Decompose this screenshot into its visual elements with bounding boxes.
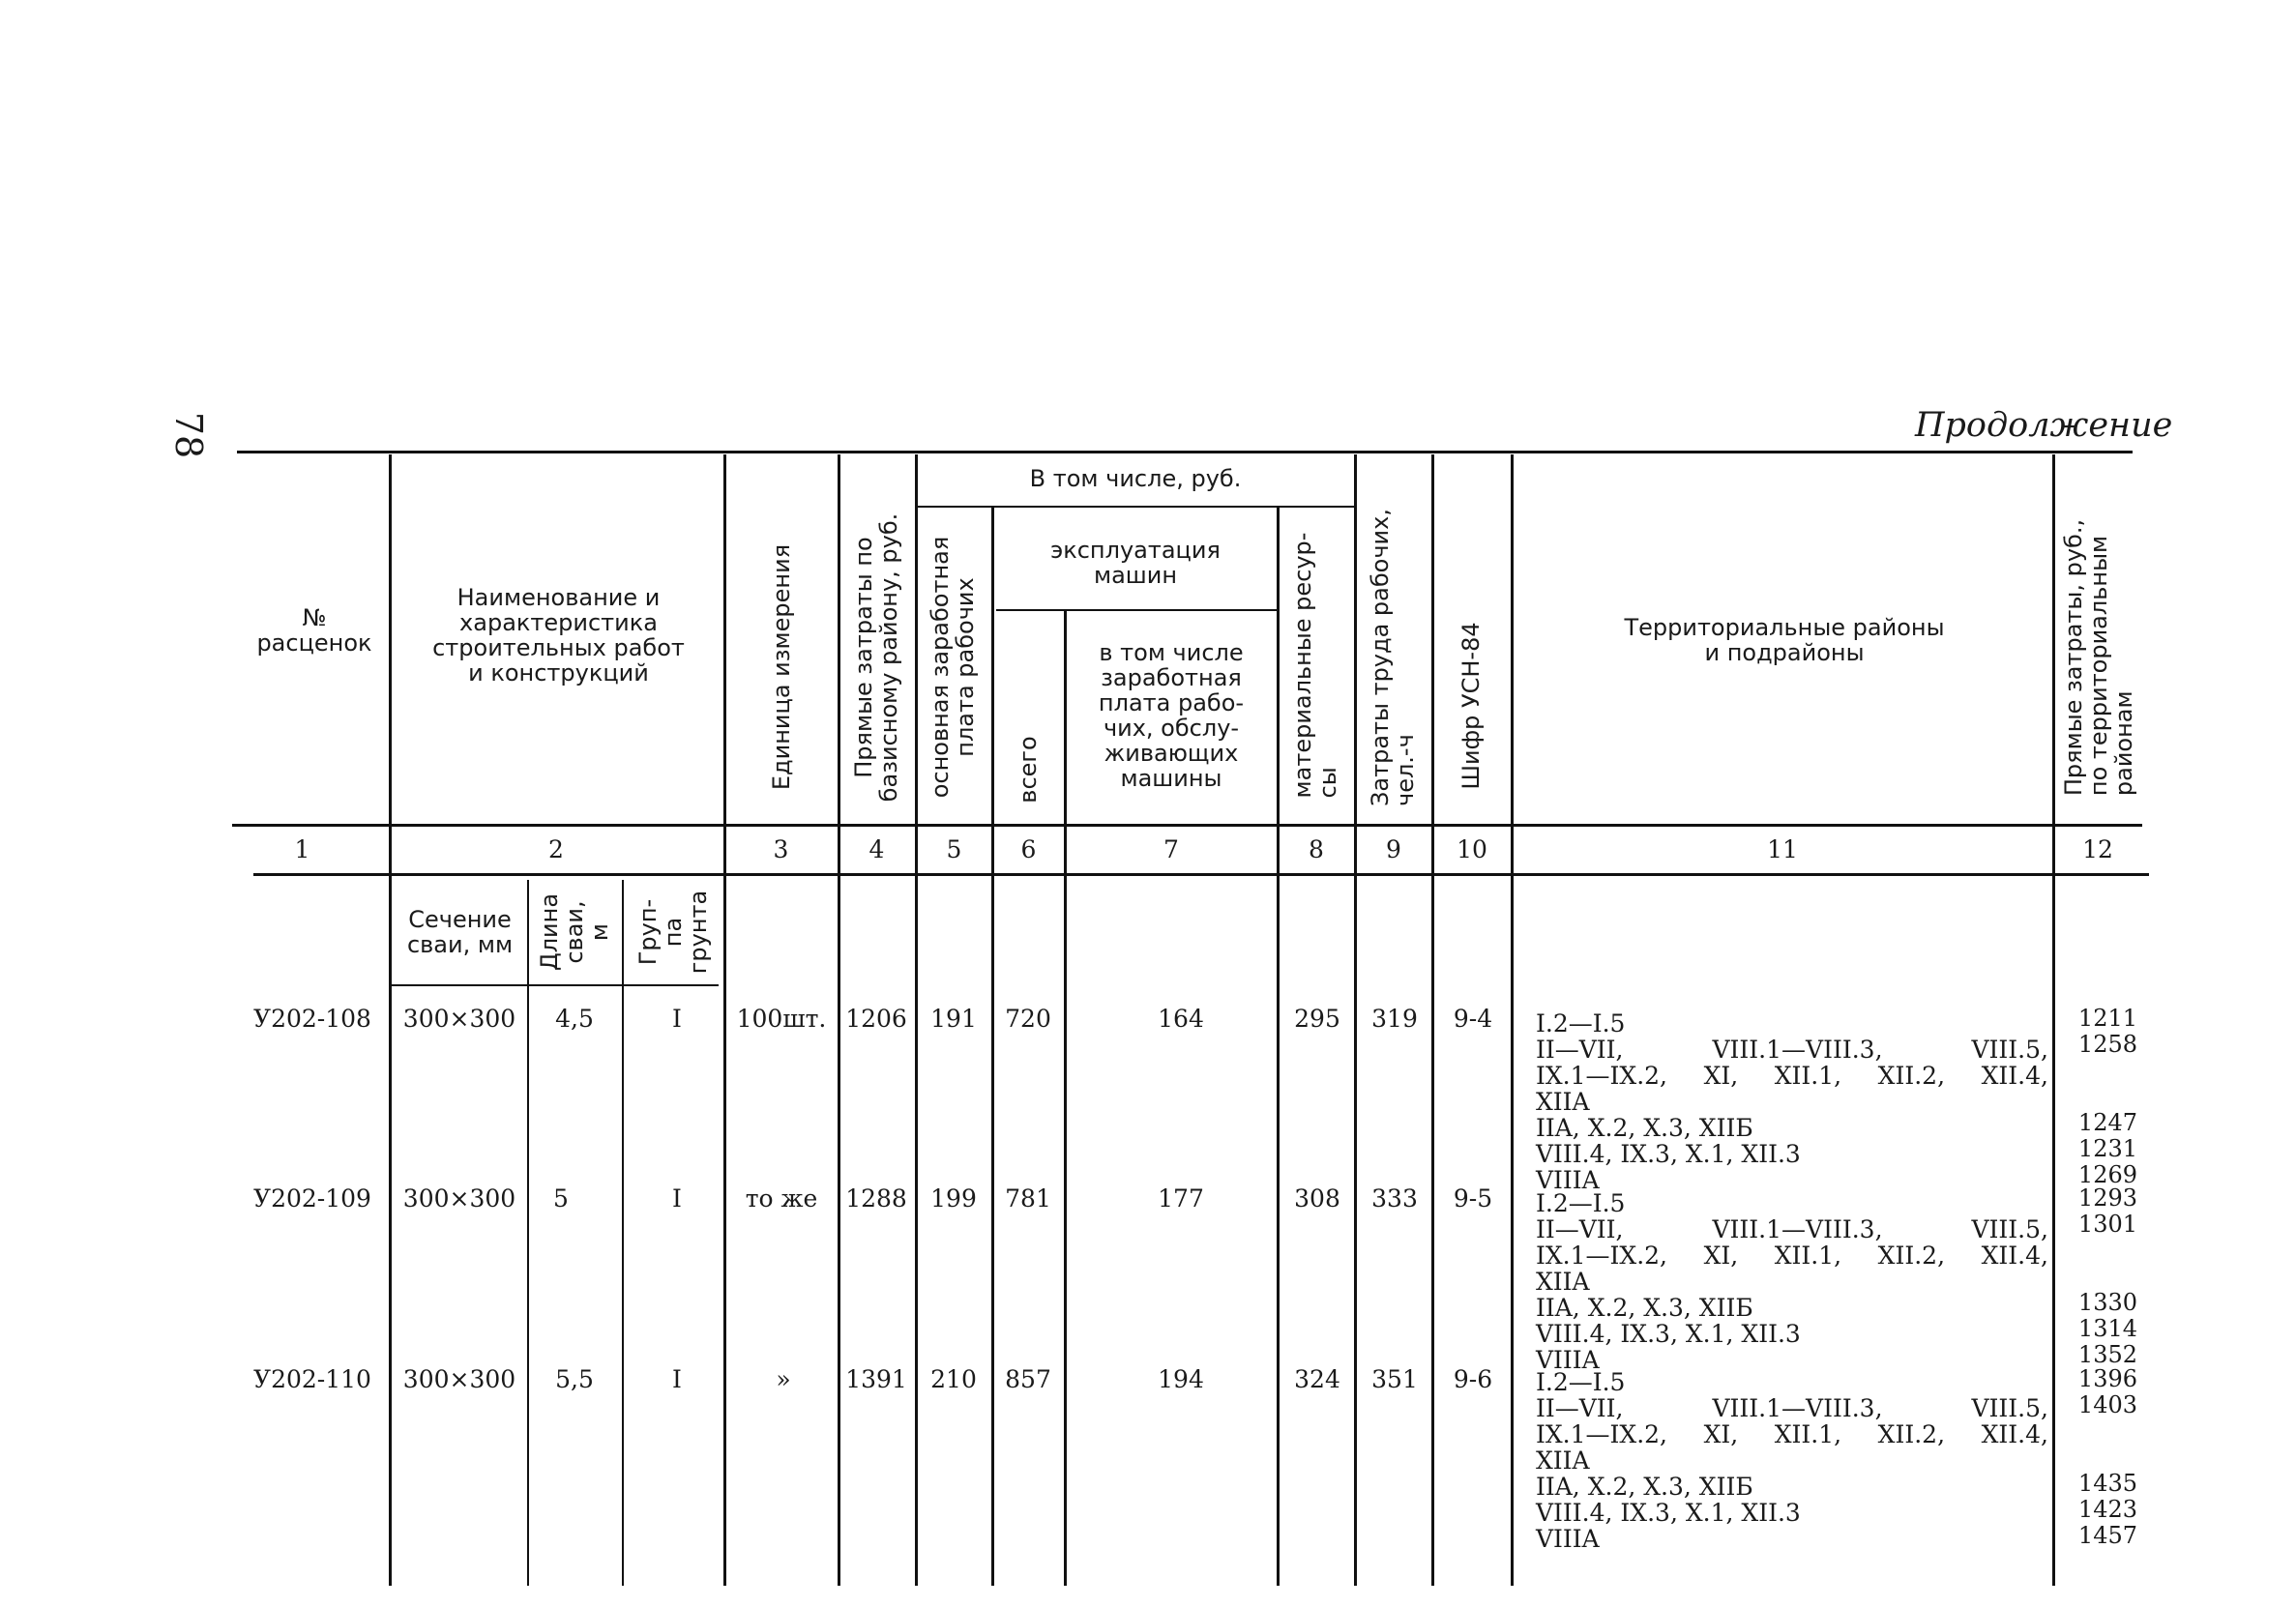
colnum-5: 5	[946, 835, 962, 863]
subheader-group: Груп- па грунта	[634, 890, 712, 975]
row-c5: 210	[930, 1365, 977, 1393]
row-section: 300×300	[402, 1365, 516, 1393]
header-col11: Территориальные районы и подрайоны	[1624, 614, 1945, 666]
colnum-10: 10	[1457, 835, 1487, 863]
row-section: 300×300	[402, 1184, 516, 1213]
row-c4: 1288	[845, 1184, 907, 1213]
header-bottom-rule	[232, 824, 2142, 827]
row-c10: 9-5	[1453, 1184, 1493, 1213]
header-col8: материальные ресур- сы	[1289, 532, 1341, 799]
row-unit: то же	[745, 1184, 818, 1213]
row-prices: 1293 1301 1330 1314 1352	[2077, 1184, 2137, 1368]
top-rule	[237, 451, 2133, 453]
colnum-3: 3	[773, 835, 789, 863]
row-code: У202-110	[253, 1365, 371, 1393]
row-group: I	[672, 1005, 682, 1033]
header-machines: эксплуатация машин	[1050, 537, 1221, 589]
row-c4: 1391	[845, 1365, 907, 1393]
row-code: У202-108	[253, 1005, 371, 1033]
row-unit: »	[776, 1365, 791, 1393]
colnum-4: 4	[868, 835, 885, 863]
header-col3: Единица измерения	[768, 543, 795, 791]
row-prices: 1211 1258 1247 1231 1269	[2077, 1005, 2137, 1188]
header-col9: Затраты труда рабочих, чел.-ч	[1367, 509, 1419, 806]
row-c9: 333	[1371, 1184, 1418, 1213]
page-number: 78	[167, 411, 210, 459]
row-prices: 1396 1403 1435 1423 1457	[2077, 1365, 2137, 1549]
row-unit: 100шт.	[736, 1005, 827, 1033]
row-c6: 781	[1005, 1184, 1051, 1213]
row-c7: 194	[1158, 1365, 1204, 1393]
colnum-11: 11	[1767, 835, 1798, 863]
row-c6: 857	[1005, 1365, 1051, 1393]
row-c5: 191	[930, 1005, 977, 1033]
row-section: 300×300	[402, 1005, 516, 1033]
row-c10: 9-4	[1453, 1005, 1493, 1033]
row-group: I	[672, 1184, 682, 1213]
colnum-12: 12	[2082, 835, 2113, 863]
row-length: 5	[553, 1184, 569, 1213]
colnum-2: 2	[548, 835, 564, 863]
header-col5: основная заработная плата рабочих	[927, 536, 979, 799]
header-col6: всего	[1015, 736, 1042, 804]
group-rule	[917, 506, 1354, 508]
row-c8: 324	[1294, 1365, 1340, 1393]
row-c9: 319	[1371, 1005, 1418, 1033]
row-c5: 199	[930, 1184, 977, 1213]
row-c8: 308	[1294, 1184, 1340, 1213]
header-group-title: В том числе, руб.	[1029, 465, 1242, 492]
header-col10: Шифр УСН-84	[1457, 622, 1485, 790]
colnum-6: 6	[1020, 835, 1037, 863]
continuation-label: Продолжение	[1915, 406, 2173, 445]
row-territories: I.2—I.5 II—VII, VIII.1—VIII.3, VIII.5, IX.1—IX.2, XI, XII.1, XII.2, XII.4, XIIA IIA, X.2, X.3, XIIБ VIII.4, IX.3, X.1, XII.3 VIIIA	[1536, 1368, 2048, 1553]
row-length: 4,5	[555, 1005, 594, 1033]
machines-rule	[996, 609, 1277, 611]
row-territories: I.2—I.5 II—VII, VIII.1—VIII.3, VIII.5, IX.1—IX.2, XI, XII.1, XII.2, XII.4, XIIA IIA, X.2, X.3, XIIБ VIII.4, IX.3, X.1, XII.3 VIIIA	[1536, 1009, 2048, 1194]
header-col4: Прямые затраты по базисному району, руб.	[850, 512, 902, 803]
row-c4: 1206	[845, 1005, 907, 1033]
colnum-7: 7	[1163, 835, 1179, 863]
header-col1: № расценок	[256, 604, 372, 657]
row-c7: 164	[1158, 1005, 1204, 1033]
colnum-1: 1	[294, 835, 310, 863]
row-length: 5,5	[555, 1365, 594, 1393]
colnum-8: 8	[1309, 835, 1324, 863]
row-c8: 295	[1294, 1005, 1340, 1033]
subheader-section: Сечение сваи, мм	[406, 906, 514, 958]
header-col12: Прямые затраты, руб., по территориальным районам	[2060, 518, 2137, 797]
row-c7: 177	[1158, 1184, 1204, 1213]
header-col7: в том числе заработная плата рабо- чих, обслу- живающих машины	[1098, 639, 1245, 792]
row-territories: I.2—I.5 II—VII, VIII.1—VIII.3, VIII.5, IX.1—IX.2, XI, XII.1, XII.2, XII.4, XIIA IIA, X.2, X.3, XIIБ VIII.4, IX.3, X.1, XII.3 VIIIA	[1536, 1189, 2048, 1374]
subheader-rule	[390, 984, 719, 986]
colnum-bottom-rule	[253, 873, 2149, 876]
row-code: У202-109	[253, 1184, 371, 1213]
row-c10: 9-6	[1453, 1365, 1493, 1393]
row-c6: 720	[1005, 1005, 1051, 1033]
row-c9: 351	[1371, 1365, 1418, 1393]
subheader-length: Длина сваи, м	[536, 892, 613, 972]
row-group: I	[672, 1365, 682, 1393]
colnum-9: 9	[1386, 835, 1401, 863]
header-col2: Наименование и характеристика строительных работ и конструкций	[432, 584, 685, 687]
